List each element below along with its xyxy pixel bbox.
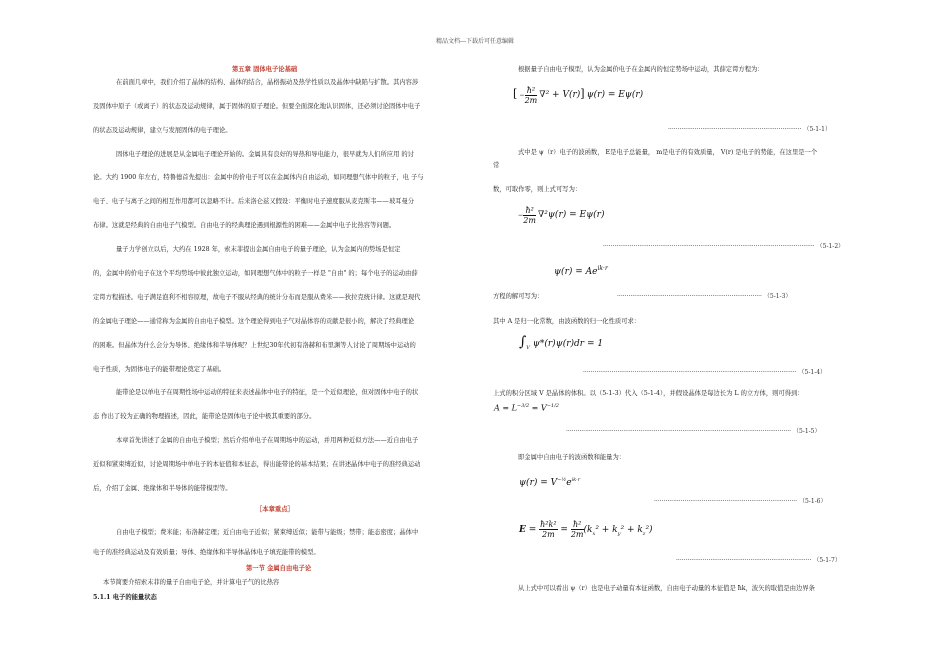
equation-normalization: $\int_V$ ψ*(r)ψ(r)dr = 1	[519, 334, 604, 351]
equation-number-row: ············································································ （5-1-3）	[617, 293, 792, 300]
paragraph-line: 的金属电子理论——通常称为金属的自由电子模型。这个理论得到电子气对晶体容的贡献是很小的，解决了经典理论	[93, 318, 415, 325]
equation-number: （5-1-6）	[798, 498, 827, 505]
paragraph-line: 电子、电子与离子之间的相互作用都可以忽略不计。后来洛仑兹又假设：平衡时电子速度服从麦克斯韦——玻耳曼分	[93, 198, 415, 205]
equation-number: （5-1-5）	[792, 428, 821, 435]
equation-number: （5-1-1）	[803, 126, 831, 133]
equation-schrodinger: [ − $\frac{\text{ħ²}}{2m}$ ∇² + V(r)] ψ(r) = Eψ(r)	[513, 86, 644, 105]
equation-number: （5-1-7）	[813, 557, 841, 564]
paragraph-line: 及固体中原子（或离子）的状态及运动规律，属于固体的原子理论。但要全面深化地认识固体，还必须讨论固体中电子	[93, 103, 421, 110]
equation-number-row: ··········································································· （5-1-6）	[654, 498, 827, 505]
chapter-title: 第五章 固体电子论基础	[232, 66, 298, 73]
equation-wavefunction: $\psi(r) = V^{-\frac{1}{2}}e^{ik\cdot r}$	[519, 477, 581, 488]
paragraph-line: 上式的积分区域 V 是晶体的体积。以（5-1-3）代入（5-1-4），并假设晶体是每边长为 L 的立方体，则可得到：	[493, 390, 804, 397]
paragraph-line: 电子的准经典运动及有效质量；导体、绝缘体和半导体晶体电子填充能带的模型。	[93, 549, 320, 556]
equation-normalization-constant: $A = L^{-3/2} = V^{-1/2}$	[494, 403, 559, 413]
paragraph-line: 固体电子理论的进展是从金属电子理论开始的。金属具有良好的导热和导电能力，很早就为人们所应用 的讨	[116, 151, 414, 158]
paragraph-line: 的状态及运动规律，建立与发展固体的电子理论。	[93, 127, 232, 134]
equation-energy: E = $\frac{\text{ħ²k²}}{2m}$ = $\frac{\text{ħ²}}{2m}$ $(k_x^2 + k_y^2 + k_z^2)$	[519, 520, 653, 539]
equation-number-row: ······································································· （5-1-7）	[676, 557, 841, 564]
paragraph-line: 常	[493, 162, 500, 169]
equation-number-row: ················································································································ （5-1-4）	[583, 369, 827, 376]
paragraph-line: 能带论是以单电子在周期性场中运动的特征来表述晶体中电子的特征，是一个近似理论，但对固体中电子的状	[116, 389, 419, 396]
paragraph-line: 近似和紧束缚近似，讨论周期场中单电子的本征值和本征态，得出能带论的基本结果；在讲述晶体中电子的准经典运动	[93, 461, 421, 468]
paragraph-line: 本章首先讲述了金属的自由电子模型；然后介绍单电子在周期场中的运动，并用两种近似方法——近自由电子	[116, 437, 419, 444]
paragraph-line: 态 作出了较为正确的物理描述，因此，能带论是固体电子论中极其重要的部分。	[93, 413, 316, 420]
paragraph-line: 方程的解可写为：	[493, 293, 544, 300]
section-title: 第一节 金属自由电子论	[246, 565, 312, 572]
paragraph-line: 定谔方程描述。电子满足泡利不相容原理，故电子不服从经典的统计分布而是服从费米——狄拉克统计律。这就是现代	[93, 294, 421, 301]
paragraph-line: 在前面几章中，我们介绍了晶体的结构、晶体的结合，晶格振动及热学性质以及晶体中缺陷与扩散。其内容涉	[116, 79, 419, 86]
equation-number: （5-1-3）	[763, 293, 792, 300]
paragraph-line: 的，金属中的价电子在这个平均势场中彼此独立运动，如同理想气体中的粒子一样是 "自由" 的；每个电子的运动由薛	[93, 270, 418, 277]
paragraph-line: 数，可取作零，则上式可写为：	[493, 186, 582, 193]
equation-number: （5-1-4）	[798, 369, 827, 376]
paragraph-line: 从上式中可以看出 ψ（r）也是电子动量有本征函数，自由电子动量的本征值是 ħk，波矢的取值是由边界条	[518, 585, 815, 592]
paragraph-line: 其中 A 是归一化常数，由波函数的归一化性质可求：	[493, 318, 641, 325]
paragraph-line: 论。大约 1900 年左右，特鲁德首先提出：金属中的价电子可以在金属体内自由运动，如同理想气体中的粒子，电 子与	[93, 174, 424, 181]
equation-number-row: ··············································································································· （5-1-2）	[603, 243, 845, 250]
paragraph-line: 自由电子模型；费米能；布洛赫定理；近自由电子近似；紧束缚近似；能带与能级；禁带；能态密度；晶体中	[116, 529, 419, 536]
subsection-title: 5.1.1 电子的能量状态	[93, 594, 157, 601]
paragraph-line: 电子性质，为固体电子的能带理论奠定了基础。	[93, 366, 226, 373]
paragraph-line: 布律。这就是经典的自由电子气模型。自由电子的经典理论遇到根源性的困难——金属中电子比热容等问题。	[93, 222, 396, 229]
equation-number-row: ······································································ （5-1-1）	[668, 126, 831, 133]
paragraph-line: 后，介绍了金属、绝缘体和半导体的能带模型等。	[93, 485, 232, 492]
key-points-title: ［本章重点］	[256, 506, 294, 513]
paragraph-line: 的困难。但晶体为什么会分为导体、绝缘体和半导体呢？上世纪30年代初有洛赫和布里渊等人讨论了周期场中运动的	[93, 342, 416, 349]
page-header: 精品文档---下载后可任意编辑	[435, 38, 515, 45]
paragraph-line: 式中是 ψ（r）电子的波函数， E是电子总能量， m是电子的有效质量， V(r) 是电子的势能，在这里是一个	[518, 149, 818, 156]
equation-number-row: ······················································································································ （5-1-5）	[566, 428, 821, 435]
equation-plane-wave: $\psi(r) = Ae^{ik\cdot r}$	[554, 265, 608, 277]
equation-free-electron: − $\frac{\text{ħ²}}{2m}$ ∇²ψ(r) = Eψ(r)	[518, 206, 605, 225]
equation-number: （5-1-2）	[816, 243, 845, 250]
section-intro: 本节简要介绍索末菲的量子自由电子论，并计算电子气的比热容	[103, 579, 280, 586]
paragraph-line: 根据量子自由电子模型，认为金属价电子在金属内的恒定势场中运动，其薛定谔方程为：	[518, 66, 764, 73]
paragraph-line: 即金属中自由电子的波函数和能量为：	[518, 454, 626, 461]
paragraph-line: 量子力学创立以后，大约在 1928 年，索末菲提出金属自由电子的量子理论，认为金属内的势场是恒定	[116, 246, 401, 253]
